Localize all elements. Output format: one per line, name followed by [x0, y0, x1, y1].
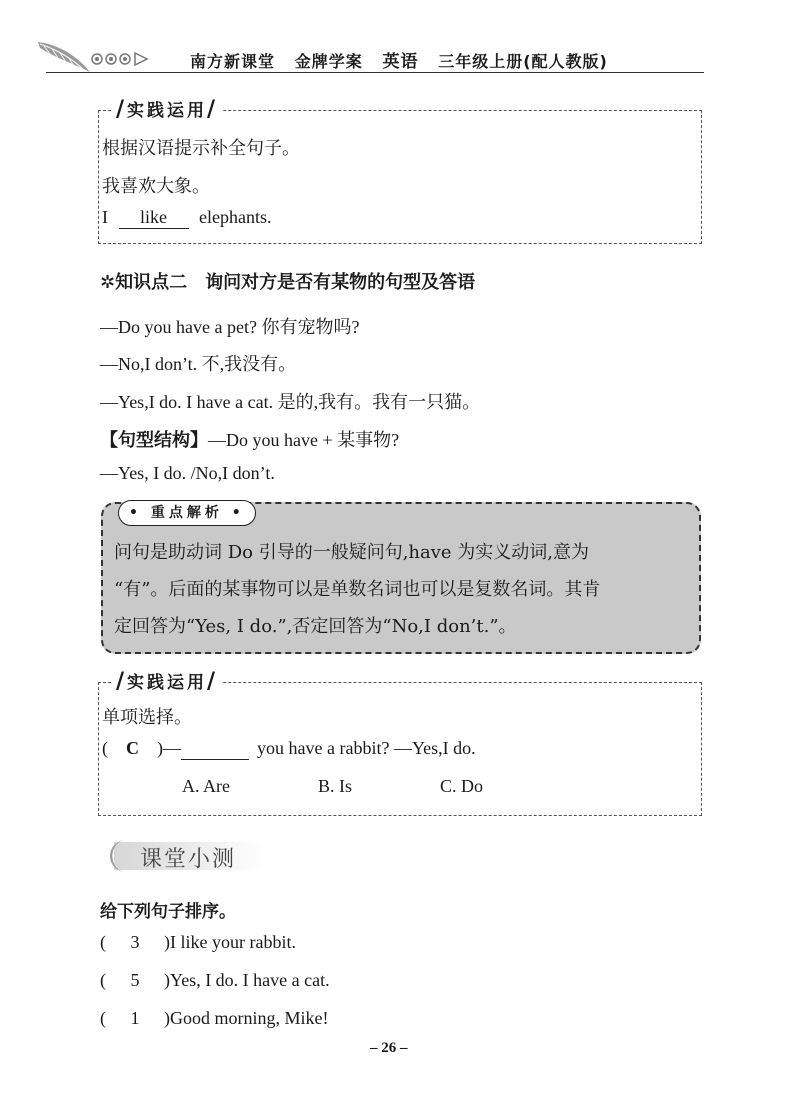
knowledge-title: 知识点二 询问对方是否有某物的句型及答语: [115, 272, 476, 293]
option-a: A. Are: [182, 776, 230, 796]
quiz-answer: 1: [130, 1008, 140, 1028]
quiz-instruction: 给下列句子排序。: [100, 902, 236, 922]
sentence-structure: [100, 426, 399, 452]
quiz-sentence: Yes, I do. I have a cat.: [170, 970, 330, 990]
header-divider: [46, 72, 704, 73]
practice2-answer: C: [126, 738, 139, 758]
quiz-answer: 3: [130, 932, 140, 952]
practice1-sentence: [102, 207, 271, 229]
quiz-answer: 5: [130, 970, 140, 990]
knowledge-line-1: —Do you have a pet? 你有宠物吗?: [100, 317, 360, 337]
page-number: – 26 –: [370, 1040, 408, 1056]
key-analysis-line-3: 定回答为“Yes, I do.”,否定回答为“No,I don’t.”。: [114, 616, 517, 637]
practice2-question: [102, 738, 476, 760]
option-b: B. Is: [318, 776, 353, 796]
practice-title-1: /实践运用/: [112, 96, 222, 122]
progress-dots-icon: [90, 52, 150, 66]
knowledge-line-2: —No,I don’t. 不,我没有。: [100, 354, 297, 374]
structure-text: —Do you have + 某事物?: [208, 430, 400, 450]
practice-title-2: /实践运用/: [112, 668, 222, 694]
option-c: C. Do: [440, 776, 484, 796]
quiz-sentence: I like your rabbit.: [170, 932, 296, 952]
header-grade: 三年级上册(配人教版): [438, 52, 608, 71]
quiz-title: 课堂小测: [140, 847, 237, 872]
practice2-paren-close: )—: [157, 738, 181, 758]
quiz-item: ( 1 )Good morning, Mike!: [100, 1008, 329, 1028]
practice-title-2-text: 实践运用: [127, 673, 208, 693]
key-analysis-line-1: 问句是助动词 Do 引导的一般疑问句,have 为实义动词,意为: [114, 542, 590, 563]
structure-answer: —Yes, I do. /No,I don’t.: [100, 463, 275, 483]
page-header: [0, 0, 800, 80]
practice1-answer-blank: like: [119, 207, 189, 229]
knowledge-heading: [100, 268, 475, 294]
practice2-paren-open: (: [102, 738, 108, 758]
key-analysis-line-2: “有”。后面的某事物可以是单数名词也可以是复数名词。其肯: [114, 579, 601, 600]
header-product: 金牌学案: [294, 52, 363, 71]
quiz-item: ( 3 )I like your rabbit.: [100, 932, 296, 952]
practice1-sentence-end: elephants.: [199, 207, 272, 227]
key-analysis-label: • 重点解析 •: [118, 500, 256, 526]
practice1-prompt: 我喜欢大象。: [102, 176, 210, 197]
practice2-question-rest: you have a rabbit? —Yes,I do.: [257, 738, 476, 758]
header-subject: 英语: [382, 52, 419, 72]
practice-title-1-text: 实践运用: [127, 101, 208, 121]
quiz-item: ( 5 )Yes, I do. I have a cat.: [100, 970, 330, 990]
practice2-instruction: 单项选择。: [102, 707, 192, 728]
practice1-sentence-start: I: [102, 207, 108, 227]
practice1-instruction: 根据汉语提示补全句子。: [102, 138, 300, 159]
knowledge-marker-icon: ✲: [100, 272, 116, 293]
header-series: 南方新课堂: [190, 52, 276, 71]
header-title: [190, 47, 608, 72]
practice2-blank: [181, 738, 249, 760]
structure-label: 【句型结构】: [100, 430, 208, 451]
quiz-sentence: Good morning, Mike!: [170, 1008, 329, 1028]
knowledge-line-3: —Yes,I do. I have a cat. 是的,我有。我有一只猫。: [100, 392, 481, 412]
